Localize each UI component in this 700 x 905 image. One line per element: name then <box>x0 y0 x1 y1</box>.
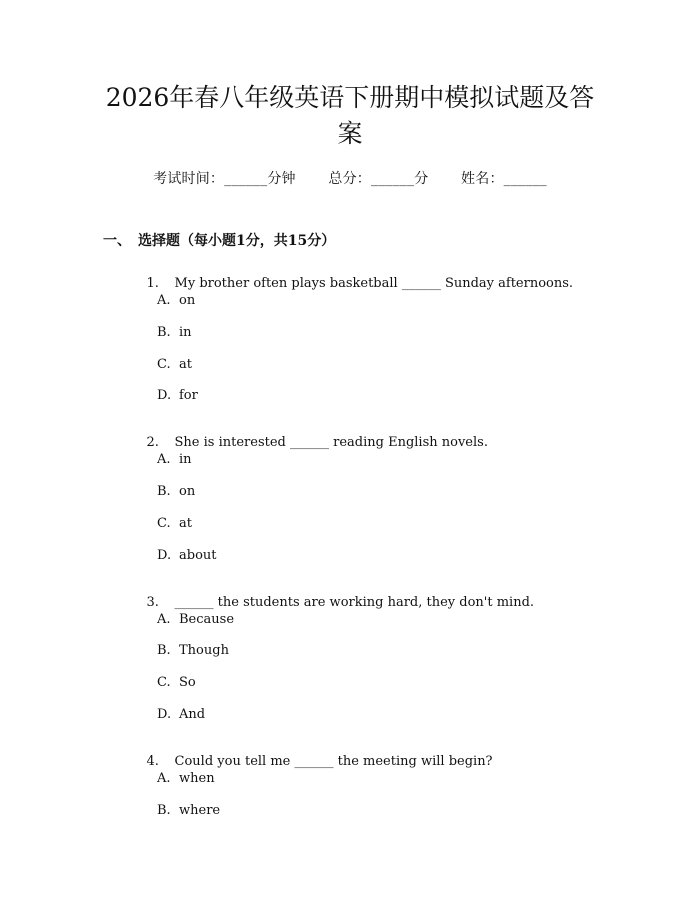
option-letter: B. <box>157 803 171 818</box>
option <box>157 707 205 722</box>
option-letter: A. <box>157 452 171 467</box>
option <box>157 771 215 786</box>
option-text: Though <box>179 643 229 658</box>
option-text: in <box>179 325 192 340</box>
title-line-1: 2026年春八年级英语下册期中模拟试题及答 <box>105 83 595 112</box>
option-text: for <box>179 388 198 403</box>
question-text: My brother often plays basketball ______ Sunday afternoons. <box>174 276 574 291</box>
option <box>157 452 192 467</box>
option <box>157 643 229 658</box>
option-letter: B. <box>157 643 171 658</box>
option <box>157 516 192 531</box>
question-number: 2. <box>146 435 159 450</box>
option-letter: D. <box>157 388 172 403</box>
option-letter: A. <box>157 293 171 308</box>
question-number: 4. <box>146 754 159 769</box>
option-letter: A. <box>157 771 171 786</box>
option-text: when <box>179 771 215 786</box>
question-number: 3. <box>146 595 159 610</box>
option-text: about <box>179 548 217 563</box>
option-letter: D. <box>157 707 172 722</box>
exam-info <box>0 168 700 188</box>
option-letter: B. <box>157 325 171 340</box>
option <box>157 388 198 403</box>
option-text: Because <box>179 612 235 627</box>
option-text: on <box>179 484 196 499</box>
question-number: 1. <box>146 276 159 291</box>
question-text: ______ the students are working hard, they don't mind. <box>174 595 535 610</box>
option-letter: B. <box>157 484 171 499</box>
question <box>130 261 573 306</box>
option <box>157 484 195 499</box>
option <box>157 548 217 563</box>
option <box>157 675 196 690</box>
total-score: 总分：______分 <box>328 171 429 187</box>
option <box>157 293 195 308</box>
option-letter: D. <box>157 548 172 563</box>
option-text: where <box>179 803 221 818</box>
option-text: at <box>179 357 192 372</box>
option-text: at <box>179 516 192 531</box>
question-text: She is interested ______ reading English novels. <box>174 435 488 450</box>
option-letter: C. <box>157 516 171 531</box>
title-line-2: 案 <box>337 119 363 148</box>
option-text: And <box>179 707 206 722</box>
section-heading <box>103 230 335 250</box>
option <box>157 357 192 372</box>
option-text: on <box>179 293 196 308</box>
section-number: 一、 <box>103 233 131 249</box>
option-text: in <box>179 452 192 467</box>
option <box>157 612 234 627</box>
page-title <box>0 80 700 152</box>
option-letter: C. <box>157 675 171 690</box>
option-text: So <box>179 675 196 690</box>
exam-time: 考试时间：______分钟 <box>153 171 296 187</box>
question-text: Could you tell me ______ the meeting will begin? <box>174 754 493 769</box>
section-title: 选择题（每小题1分，共15分） <box>138 233 336 249</box>
student-name: 姓名：______ <box>461 171 547 187</box>
option <box>157 803 220 818</box>
option <box>157 325 192 340</box>
option-letter: C. <box>157 357 171 372</box>
option-letter: A. <box>157 612 171 627</box>
